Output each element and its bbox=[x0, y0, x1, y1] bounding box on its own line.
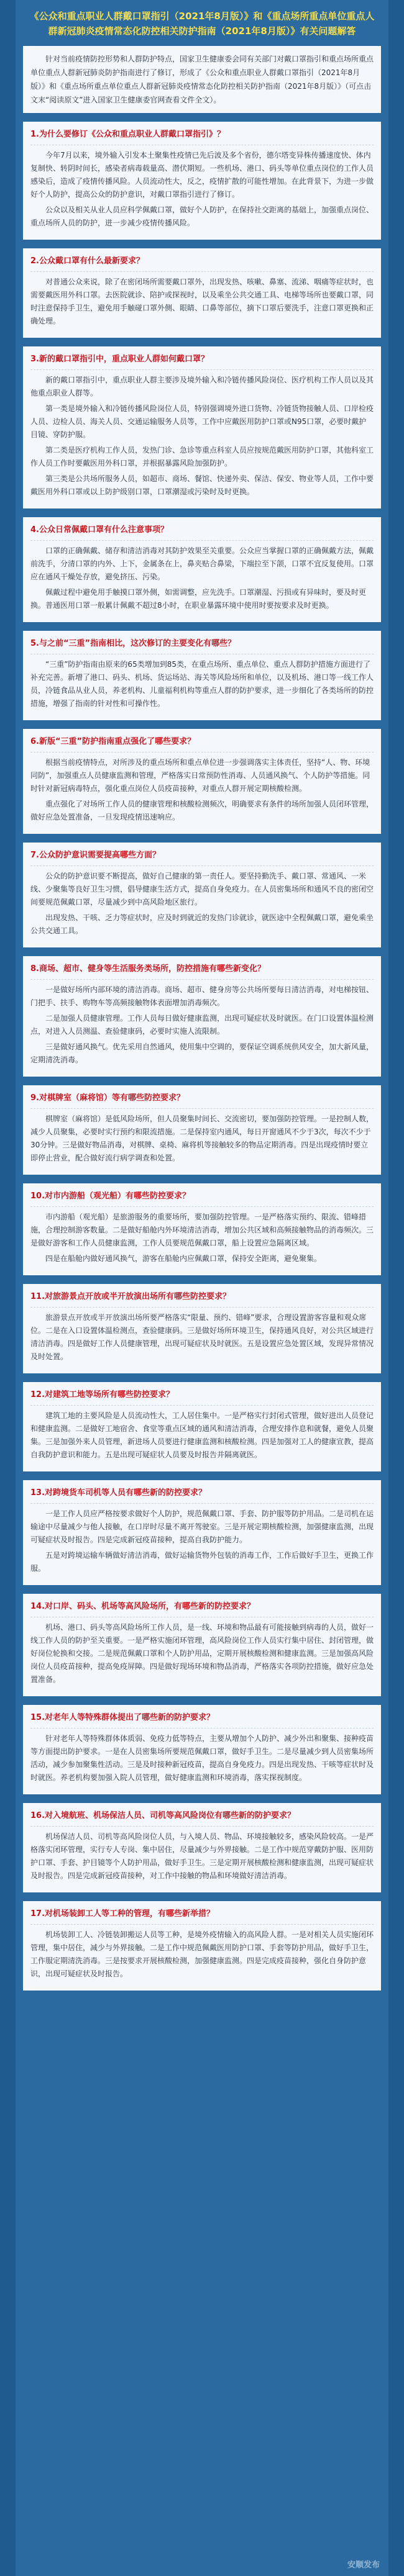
qa-item bbox=[23, 517, 381, 622]
qa-item bbox=[23, 1705, 381, 1794]
answer-paragraph: 公众以及相关从业人员应科学佩戴口罩，做好个人防护，在保持社交距离的基础上，加强重点岗位、重点场所人员的防护，进一步减少疫情传播风险。 bbox=[30, 206, 374, 227]
question-heading: 12.对建筑工地等场所有哪些防控要求？ bbox=[30, 1388, 374, 1406]
answer-paragraph: 一是工作人员应严格按要求做好个人防护，规范佩戴口罩、手套、防护服等防护用品。二是司机在运输途中尽量减少与他人接触，在口岸时尽量不离开驾驶室。三是开展定期核酸检测，加强健康监测，出现可疑症状及时报告。四是完成新冠疫苗接种，提高自我防护能力。 bbox=[30, 1509, 374, 1544]
answer-paragraph: 出现发热、干咳、乏力等症状时，应及时到就近的发热门诊就诊，就医途中全程佩戴口罩，避免乘坐公共交通工具。 bbox=[30, 913, 374, 935]
answer-paragraph: 口罩的正确佩戴、储存和清洁消毒对其防护效果至关重要。公众应当掌握口罩的正确佩戴方法，佩戴前洗手，分清口罩的内外、上下，金属条在上，鼻夹贴合鼻梁，下端拉至下颌，口罩不宜反复使用。口罩应在通风干燥处存放，避免挤压、污染。 bbox=[30, 546, 374, 581]
article-page bbox=[16, 0, 388, 2576]
question-heading: 14.对口岸、码头、机场等高风险场所，有哪些新的防控要求？ bbox=[30, 1600, 374, 1617]
qa-item bbox=[23, 1803, 381, 1892]
answer-paragraph: 对普通公众来说，除了在密闭场所需要戴口罩外，出现发热、咳嗽、鼻塞、流涕、咽痛等症状时，也需要戴医用外科口罩。去医院就诊、陪护或探视时，以及乘坐公共交通工具、电梯等场所也要戴口罩，同时注意保持手卫生，避免用手触碰口罩外侧、眼睛、口鼻等部位，摘下口罩后要洗手，注意口罩更换和正确处理。 bbox=[30, 278, 374, 325]
answer-paragraph: 机场保洁人员、司机等高风险岗位人员，与入境人员、物品、环境接触较多，感染风险较高。一是严格落实闭环管理，实行专人专岗、集中居住，尽量减少与外界接触。二是工作中规范穿戴防护服、医用防护口罩、手套、护目镜等个人防护用品，做好手卫生。三是定期开展核酸检测和健康监测，出现可疑症状及时报告。四是完成新冠疫苗接种，对工作中接触的物品和环境做好清洁消毒。 bbox=[30, 1832, 374, 1880]
answer-paragraph: 机场、港口、码头等高风险场所工作人员，是一线、环境和物品最有可能接触到病毒的人员，做好一线工作人员的防护至关重要。一是严格实施闭环管理，高风险岗位工作人员实行集中居住、封闭管理，做好岗位轮换和交接。二是规范佩戴口罩和个人防护用品，定期开展核酸检测和健康监测。三是加强高风险岗位人员疫苗接种，提高免疫屏障。四是做好现场环境和物品消毒，严格落实各项防控措施，做好应急处置准备。 bbox=[30, 1623, 374, 1684]
qa-item bbox=[23, 122, 381, 240]
qa-item bbox=[23, 1183, 381, 1275]
article-title: 《公众和重点职业人群戴口罩指引（2021年8月版）》和《重点场所重点单位重点人群新冠肺炎疫情常态化防控相关防护指南（2021年8月版）》有关问题解答 bbox=[29, 11, 375, 37]
qa-item bbox=[23, 729, 381, 834]
answer-paragraph: “三重”防护指南由原来的65类增加到85类，在重点场所、重点单位、重点人群防护措施方面进行了补充完善。新增了港口、码头、机场、货运场站、海关等风险场所和单位，以及机场、港口等一线工作人员，冷链食品从业人员，养老机构、儿童福利机构等重点人群的防护要求，进一步细化了各类场所的防控措施，增强了指南的针对性和可操作性。 bbox=[30, 660, 374, 708]
answer-paragraph: 市内游船（观光船）是旅游服务的重要场所，要加强防控管理。一是严格落实预约、限流、错峰措施，合理控制游客数量。二是做好船舱内外环境清洁消毒，增加公共区域和高频接触物品的消毒频次。三是做好游客和工作人员健康监测，工作人员要规范佩戴口罩，船上设置应急隔离区域。 bbox=[30, 1213, 374, 1247]
answer-paragraph: 根据当前疫情特点，对所涉及的重点场所和重点单位进一步强调落实主体责任，坚持“人、物、环境同防”，加强重点人员健康监测和管理，严格落实日常预防性消毒、人员通风换气、个人防护等措施。同时针对新冠病毒特点，强化重点岗位人员疫苗接种，对重点人群开展定期核酸检测。 bbox=[30, 758, 370, 793]
qa-item bbox=[23, 248, 381, 338]
qa-item bbox=[23, 1284, 381, 1373]
question-heading: 6.新版“三重”防护指南重点强化了哪些要求？ bbox=[30, 735, 374, 752]
answer-paragraph: 建筑工地的主要风险是人员流动性大，工人居住集中。一是严格实行封闭式管理，做好进出人员登记和健康监测。二是做好工地宿舍、食堂等重点区域的通风和清洁消毒，合理安排作息和就餐，避免人员聚集。三是加强外来人员管理，新进场人员要进行健康监测和核酸检测。四是加强对工人的健康宣教，提高自我防护意识和能力。五是出现可疑症状人员要及时报告并隔离就医。 bbox=[30, 1411, 374, 1459]
answer-paragraph: 机场装卸工人、冷链装卸搬运人员等工种，是境外疫情输入的高风险人群。一是对相关人员实施闭环管理，集中居住，减少与外界接触。二是工作中规范佩戴医用防护口罩、手套等防护用品，做好手卫生，工作服定期清洗消毒。三是按要求开展核酸检测，加强健康监测。四是完成疫苗接种，强化自身防护意识，出现可疑症状及时报告。 bbox=[30, 1930, 374, 1978]
qa-item bbox=[23, 1480, 381, 1585]
qa-item bbox=[23, 1901, 381, 1991]
answer-paragraph: 今年7月以来，境外输入引发本土聚集性疫情已先后波及多个省份，德尔塔变异株传播速度快、体内复制快、转阴时间长，感染者病毒载量高、潜伏期短。一些机场、港口、码头等单位重点岗位的工作人员感染后，造成了疫情传播风险。人员流动性大，反之，疫情扩散的可能性增加。在此背景下，为进一步做好个人防护，提高公众的防护意识，对戴口罩指引进行了修订。 bbox=[30, 151, 374, 199]
question-heading: 9.对棋牌室（麻将馆）等有哪些防控要求？ bbox=[30, 1091, 374, 1109]
answer-paragraph: 针对老年人等特殊群体体质弱、免疫力低等特点，主要从增加个人防护、减少外出和聚集、接种疫苗等方面提出防护要求。一是在人员密集场所要规范佩戴口罩，做好手卫生。二是尽量减少到人员密集场所活动，减少参加聚集性活动。三是及时接种新冠疫苗，提高自身免疫力。四是出现发热、干咳等症状时及时就医。养老机构要加强入院人员管理，做好健康监测和环境消毒，落实探视制度。 bbox=[30, 1734, 374, 1782]
question-heading: 13.对跨境货车司机等人员有哪些新的防控要求？ bbox=[30, 1486, 374, 1504]
question-heading: 16.对入境航班、机场保洁人员、司机等高风险岗位有哪些新的防护要求？ bbox=[30, 1809, 374, 1827]
question-heading: 7.公众防护意识需要提高哪些方面？ bbox=[30, 849, 374, 866]
answer-paragraph: 四是在船舱内做好通风换气，游客在船舱内应佩戴口罩，保持安全距离，避免聚集。 bbox=[45, 1254, 322, 1263]
answer-paragraph: 佩戴过程中避免用手触摸口罩外侧，如需调整，应先洗手。口罩潮湿、污损或有异味时，要及时更换。普通医用口罩一般累计佩戴不超过8小时，在职业暴露环境中使用时要按要求及时更换。 bbox=[30, 588, 367, 610]
question-heading: 8.商场、超市、健身等生活服务类场所，防控措施有哪些新变化？ bbox=[30, 962, 374, 980]
answer-paragraph: 重点强化了对场所工作人员的健康管理和核酸检测频次，明确要求有条件的场所加强人员闭环管理，做好应急处置准备，一旦发现疫情迅速响应。 bbox=[30, 800, 374, 821]
question-heading: 17.对机场装卸工人等工种的管理，有哪些新举措？ bbox=[30, 1907, 374, 1925]
question-heading: 5.与之前“三重”指南相比，这次修订的主要变化有哪些？ bbox=[30, 637, 374, 654]
answer-paragraph: 第二类是医疗机构工作人员，发热门诊、急诊等重点科室人员应按规范戴医用防护口罩，其他科室工作人员工作时要戴医用外科口罩，并根据暴露风险加强防护。 bbox=[30, 446, 374, 468]
answer-paragraph: 第三类是公共场所服务人员，如超市、商场、餐馆、快递外卖、保洁、保安、物业等人员，工作中要戴医用外科口罩或以上防护级别口罩，口罩潮湿或污染时及时更换。 bbox=[30, 474, 374, 496]
question-heading: 3.新的戴口罩指引中，重点职业人群如何戴口罩？ bbox=[30, 353, 374, 370]
question-heading: 2.公众戴口罩有什么最新要求？ bbox=[30, 255, 374, 272]
qa-item bbox=[23, 1594, 381, 1696]
qa-item bbox=[23, 346, 381, 508]
question-heading: 1.为什么要修订《公众和重点职业人群戴口罩指引》？ bbox=[30, 128, 374, 145]
question-heading: 15.对老年人等特殊群体提出了哪些新的防护要求？ bbox=[30, 1711, 374, 1729]
answer-paragraph: 三是做好通风换气。优先采用自然通风，使用集中空调的，要保证空调系统供风安全，加大新风量，定期清洗消毒。 bbox=[30, 1042, 374, 1064]
question-heading: 10.对市内游船（观光船）有哪些防控要求？ bbox=[30, 1190, 374, 1207]
answer-paragraph: 棋牌室（麻将馆）是低风险场所，但人员聚集时间长、交流密切，要加强防控管理。一是控制人数，减少人员聚集，必要时实行预约和限流措施。二是保持室内通风，每日开窗通风不少于3次，每次不少于30分钟。三是做好物品消毒，对棋牌、桌椅、麻将机等接触较多的物品定期消毒。四是出现疫情时要立即停止营业，配合做好流行病学调查和处置。 bbox=[30, 1114, 374, 1162]
answer-paragraph: 二是加强人员健康管理。工作人员每日做好健康监测，出现可疑症状及时就医。在门口设置体温检测点，对进入人员测温、查验健康码，必要时实施人流限制。 bbox=[30, 1014, 374, 1036]
qa-item bbox=[23, 631, 381, 720]
qa-list bbox=[23, 122, 381, 1991]
question-heading: 4.公众日常佩戴口罩有什么注意事项？ bbox=[30, 523, 374, 541]
intro-text: 针对当前疫情防控形势和人群防护特点，国家卫生健康委会同有关部门对戴口罩指引和重点场所重点单位重点人群新冠肺炎防护指南进行了修订，形成了《公众和重点职业人群戴口罩指引（2021年8月版）》和《重点场所重点单位重点人群新冠肺炎疫情常态化防控相关防护指南（2021年8月版）》（可点击文末“阅读原文”进入国家卫生健康委官网查看文件全文）。 bbox=[30, 55, 374, 104]
watermark: 安顺发布 bbox=[347, 2560, 380, 2570]
answer-paragraph: 五是对跨境运输车辆做好清洁消毒，做好运输货物外包装的消毒工作，工作后做好手卫生，更换工作服。 bbox=[30, 1551, 374, 1573]
answer-paragraph: 第一类是境外输入和冷链传播风险岗位人员，特别强调境外进口货物、冷链货物接触人员、口岸检疫人员、边检人员、海关人员、交通运输服务人员等，工作中应戴医用防护口罩或N95口罩，必要时戴护目镜、穿防护服。 bbox=[30, 404, 374, 439]
article-intro bbox=[23, 46, 381, 113]
answer-paragraph: 新的戴口罩指引中，重点职业人群主要涉及境外输入和冷链传播风险岗位、医疗机构工作人员以及其他重点职业人群等。 bbox=[30, 376, 374, 397]
answer-paragraph: 公众的防护意识要不断提高，做好自己健康的第一责任人。要坚持勤洗手、戴口罩、常通风、一米线、少聚集等良好卫生习惯，倡导健康生活方式，提高自身免疫力。在人员密集场所和通风不良的密闭空间要规范佩戴口罩，尽量减少到中高风险地区旅行。 bbox=[30, 872, 374, 906]
answer-paragraph: 旅游景点开放或半开放演出场所要严格落实“限量、预约、错峰”要求，合理设置游客容量和观众席位。二是在入口设置体温检测点，查验健康码。三是做好场所环境卫生，保持通风良好，对公共区域进行清洁消毒。四是做好工作人员健康管理，出现可疑症状及时就医。五是设置应急处置区域，发现异常情况及时处置。 bbox=[30, 1313, 374, 1361]
qa-item bbox=[23, 843, 381, 947]
question-heading: 11.对旅游景点开放或半开放演出场所有哪些防控要求？ bbox=[30, 1290, 374, 1308]
qa-item bbox=[23, 1085, 381, 1175]
qa-item bbox=[23, 956, 381, 1077]
answer-paragraph: 一是做好场所内部环境的清洁消毒。商场、超市、健身房等公共场所要每日清洁消毒，对电梯按钮、门把手、扶手、购物车等高频接触物体表面增加消毒频次。 bbox=[30, 985, 374, 1007]
qa-item bbox=[23, 1382, 381, 1471]
